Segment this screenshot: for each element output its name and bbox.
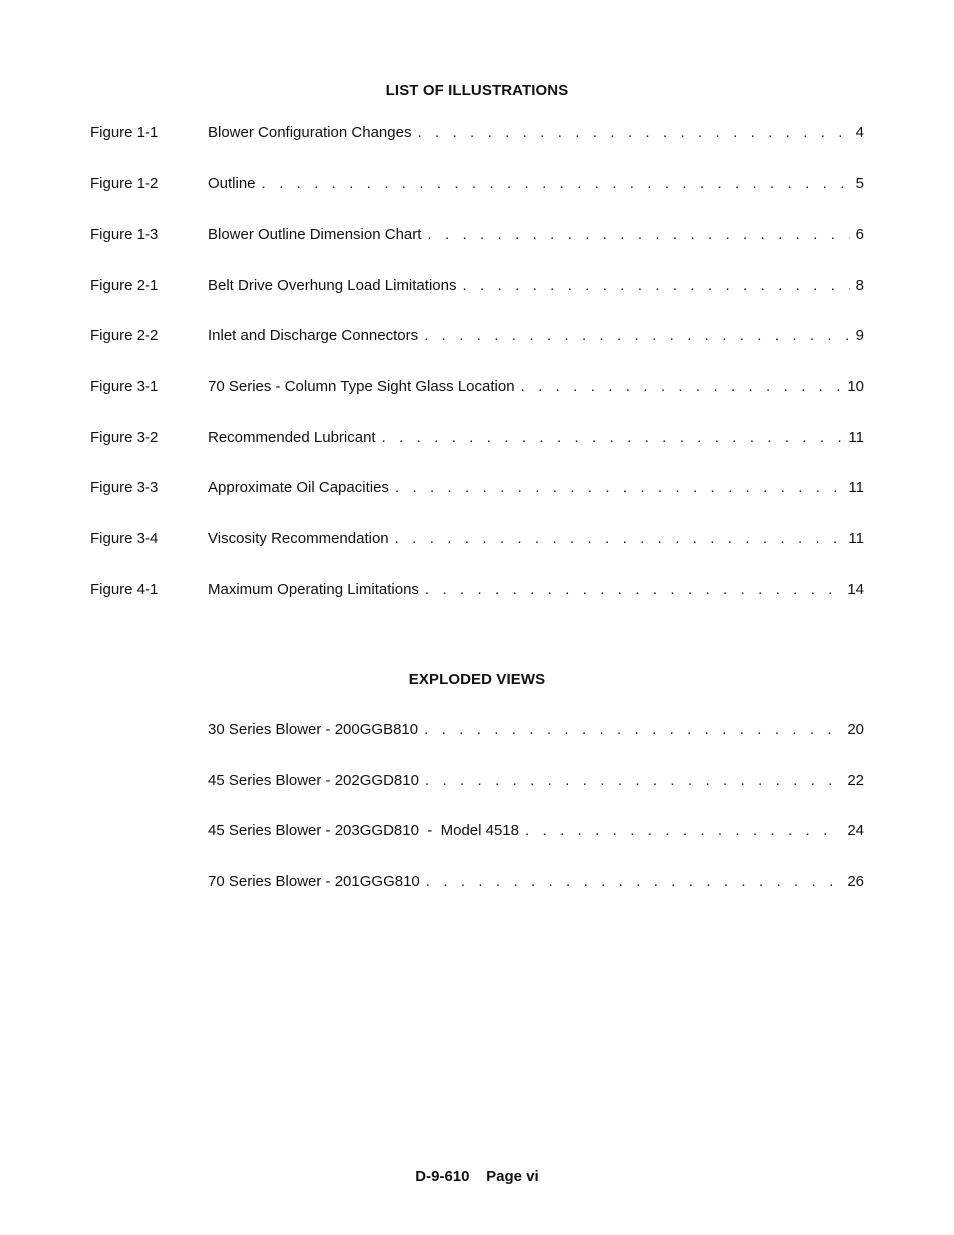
figure-label: Figure 1-1 — [90, 124, 159, 141]
entry-title: Viscosity Recommendation — [208, 530, 389, 547]
dot-leader — [424, 326, 850, 346]
toc-row — [0, 872, 954, 892]
dot-leader — [382, 428, 843, 448]
toc-entry — [208, 771, 864, 791]
entry-title: 70 Series Blower - 201GGG810 — [208, 873, 420, 890]
dot-leader — [462, 276, 849, 296]
toc-row — [0, 720, 954, 740]
entry-title: Inlet and Discharge Connectors — [208, 327, 419, 344]
figure-label: Figure 3-2 — [90, 429, 159, 446]
toc-entry — [208, 377, 864, 397]
page-number: 24 — [847, 822, 864, 839]
page-number: 22 — [847, 772, 864, 789]
toc-entry — [208, 225, 864, 245]
page-number: 26 — [847, 873, 864, 890]
toc-entry — [208, 428, 864, 448]
page-footer: D-9-610 Page vi — [415, 1168, 539, 1185]
toc-entry — [208, 580, 864, 600]
dot-leader — [521, 377, 842, 397]
dot-leader — [395, 478, 843, 498]
page-number: 9 — [855, 327, 864, 344]
page-number: 4 — [855, 124, 864, 141]
figure-label: Figure 1-3 — [90, 226, 159, 243]
toc-entry — [208, 326, 864, 346]
dot-leader — [395, 529, 843, 549]
entry-title: 30 Series Blower - 200GGB810 — [208, 721, 419, 738]
page-number: 20 — [847, 721, 864, 738]
page-number: 10 — [847, 378, 864, 395]
figure-label: Figure 4-1 — [90, 581, 159, 598]
entry-title: Maximum Operating Limitations — [208, 581, 419, 598]
toc-row — [0, 377, 954, 397]
toc-row — [0, 326, 954, 346]
toc-row — [0, 478, 954, 498]
dot-leader — [426, 872, 842, 892]
entry-title: 70 Series - Column Type Sight Glass Location — [208, 378, 515, 395]
toc-row — [0, 123, 954, 143]
toc-entry — [208, 174, 864, 194]
toc-entry — [208, 720, 864, 740]
toc-row — [0, 225, 954, 245]
toc-entry — [208, 276, 864, 296]
entry-title: 45 Series Blower - 203GGD810 - Model 4518 — [208, 822, 519, 839]
toc-row — [0, 428, 954, 448]
entry-title: Blower Outline Dimension Chart — [208, 226, 422, 243]
toc-row — [0, 771, 954, 791]
toc-row — [0, 174, 954, 194]
page-number: 5 — [855, 175, 864, 192]
toc-entry — [208, 478, 864, 498]
dot-leader — [262, 174, 850, 194]
dot-leader — [425, 580, 841, 600]
toc-row — [0, 580, 954, 600]
dot-leader — [427, 225, 849, 245]
toc-entry — [208, 529, 864, 549]
entry-title: Blower Configuration Changes — [208, 124, 412, 141]
toc-row — [0, 276, 954, 296]
exploded-views-heading: EXPLODED VIEWS — [408, 671, 546, 688]
page-number: 6 — [855, 226, 864, 243]
entry-title: Approximate Oil Capacities — [208, 479, 389, 496]
page-number: 11 — [848, 429, 864, 446]
figure-label: Figure 2-2 — [90, 327, 159, 344]
figure-label: Figure 3-1 — [90, 378, 159, 395]
page-number: 8 — [855, 277, 864, 294]
entry-title: Outline — [208, 175, 256, 192]
figure-label: Figure 1-2 — [90, 175, 159, 192]
page-number: 14 — [847, 581, 864, 598]
dot-leader — [417, 123, 849, 143]
figure-label: Figure 3-4 — [90, 530, 159, 547]
dot-leader — [424, 720, 841, 740]
dot-leader — [525, 821, 841, 841]
toc-row — [0, 821, 954, 841]
page-number: 11 — [848, 530, 864, 547]
figure-label: Figure 2-1 — [90, 277, 159, 294]
illustrations-heading: LIST OF ILLUSTRATIONS — [385, 82, 569, 99]
toc-entry — [208, 872, 864, 892]
entry-title: 45 Series Blower - 202GGD810 — [208, 772, 419, 789]
toc-entry — [208, 123, 864, 143]
toc-entry — [208, 821, 864, 841]
entry-title: Recommended Lubricant — [208, 429, 376, 446]
toc-row — [0, 529, 954, 549]
entry-title: Belt Drive Overhung Load Limitations — [208, 277, 457, 294]
page-number: 11 — [848, 479, 864, 496]
dot-leader — [425, 771, 841, 791]
figure-label: Figure 3-3 — [90, 479, 159, 496]
